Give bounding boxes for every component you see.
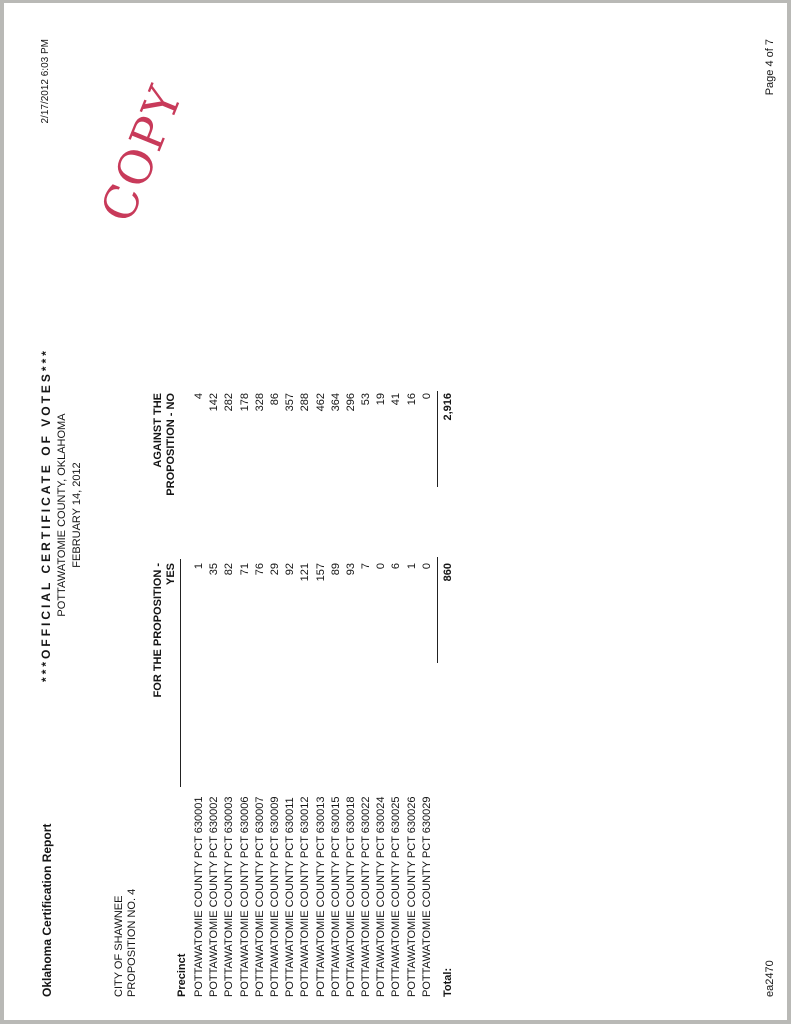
city-name: CITY OF SHAWNEE — [113, 895, 125, 997]
yes-cell: 1 — [405, 563, 418, 570]
precinct-cell: POTTAWATOMIE COUNTY PCT 630012 — [299, 796, 312, 997]
page-number: Page 4 of 7 — [764, 39, 776, 96]
yes-cell: 71 — [238, 563, 251, 576]
yes-cell: 82 — [223, 563, 236, 576]
precinct-cell: POTTAWATOMIE COUNTY PCT 630002 — [208, 796, 221, 997]
no-total-rule — [437, 391, 438, 487]
total-no: 2,916 — [442, 393, 454, 421]
no-cell: 142 — [208, 393, 221, 412]
no-cell: 19 — [375, 393, 388, 406]
yes-total-rule — [437, 557, 438, 663]
proposition-name: PROPOSITION NO. 4 — [126, 888, 138, 997]
precinct-cell: POTTAWATOMIE COUNTY PCT 630011 — [284, 797, 297, 997]
yes-cell: 29 — [268, 563, 281, 576]
yes-column-header — [152, 563, 178, 753]
no-cell: 364 — [329, 393, 342, 412]
precinct-cell: POTTAWATOMIE COUNTY PCT 630015 — [329, 796, 342, 997]
yes-cell: 92 — [284, 563, 297, 576]
yes-cell: 35 — [208, 563, 221, 576]
yes-header-line2: YES — [165, 563, 177, 586]
header-rule — [180, 559, 181, 787]
no-cell: 4 — [193, 393, 205, 400]
yes-cell: 0 — [420, 563, 433, 570]
yes-cell: 6 — [390, 563, 403, 570]
report-title: Oklahoma Certification Report — [40, 823, 54, 997]
county-heading: POTTAWATOMIE COUNTY, OKLAHOMA — [56, 413, 68, 617]
yes-cell: 89 — [329, 563, 342, 576]
yes-cell: 0 — [375, 563, 388, 570]
no-cell: 178 — [238, 393, 251, 412]
precinct-cell: POTTAWATOMIE COUNTY PCT 630009 — [268, 796, 281, 997]
form-id: ea2470 — [764, 960, 776, 997]
yes-cell: 121 — [299, 563, 312, 582]
election-date: FEBRUARY 14, 2012 — [71, 462, 83, 568]
no-cell: 328 — [253, 393, 266, 412]
precinct-cell: POTTAWATOMIE COUNTY PCT 630006 — [238, 796, 251, 997]
no-header-line2: PROPOSITION - NO — [165, 393, 177, 496]
print-timestamp: 2/17/2012 6:03 PM — [40, 39, 51, 124]
certificate-heading: ***OFFICIAL CERTIFICATE OF VOTES*** — [39, 348, 53, 682]
yes-cell: 1 — [193, 563, 205, 570]
precinct-cell: POTTAWATOMIE COUNTY PCT 630025 — [390, 796, 403, 997]
no-cell: 86 — [268, 393, 281, 406]
precinct-cell: POTTAWATOMIE COUNTY PCT 630007 — [253, 796, 266, 997]
no-cell: 16 — [405, 393, 418, 406]
precinct-cell: POTTAWATOMIE COUNTY PCT 630022 — [360, 796, 373, 997]
precinct-cell: POTTAWATOMIE COUNTY PCT 630029 — [420, 796, 433, 997]
no-cell: 41 — [390, 393, 403, 406]
yes-header-line1: FOR THE PROPOSITION - — [152, 563, 164, 698]
precinct-cell: POTTAWATOMIE COUNTY PCT 630013 — [314, 796, 327, 997]
no-cell: 0 — [420, 393, 433, 400]
precinct-cell: POTTAWATOMIE COUNTY PCT 630026 — [405, 796, 418, 997]
yes-cell: 7 — [360, 563, 373, 570]
precinct-cell: POTTAWATOMIE COUNTY PCT 630024 — [375, 796, 388, 997]
no-cell: 462 — [314, 393, 327, 412]
yes-cell: 93 — [344, 563, 357, 576]
no-cell: 282 — [223, 393, 236, 412]
no-cell: 296 — [344, 393, 357, 412]
scanned-page — [4, 3, 787, 1020]
precinct-column-header: Precinct — [176, 953, 188, 997]
no-cell: 357 — [284, 393, 297, 412]
precinct-cell: POTTAWATOMIE COUNTY PCT 630003 — [223, 796, 236, 997]
precinct-cell: POTTAWATOMIE COUNTY PCT 630018 — [344, 796, 357, 997]
no-header-line1: AGAINST THE — [152, 393, 164, 468]
no-cell: 288 — [299, 393, 312, 412]
total-yes: 860 — [442, 563, 454, 582]
precinct-cell: POTTAWATOMIE COUNTY PCT 630001 — [193, 796, 205, 997]
yes-cell: 76 — [253, 563, 266, 576]
copy-stamp: COPY — [90, 77, 194, 230]
no-column-header — [152, 393, 178, 553]
total-label: Total: — [442, 967, 454, 997]
no-cell: 53 — [360, 393, 373, 406]
landscape-report — [4, 3, 787, 1020]
yes-cell: 157 — [314, 563, 327, 582]
